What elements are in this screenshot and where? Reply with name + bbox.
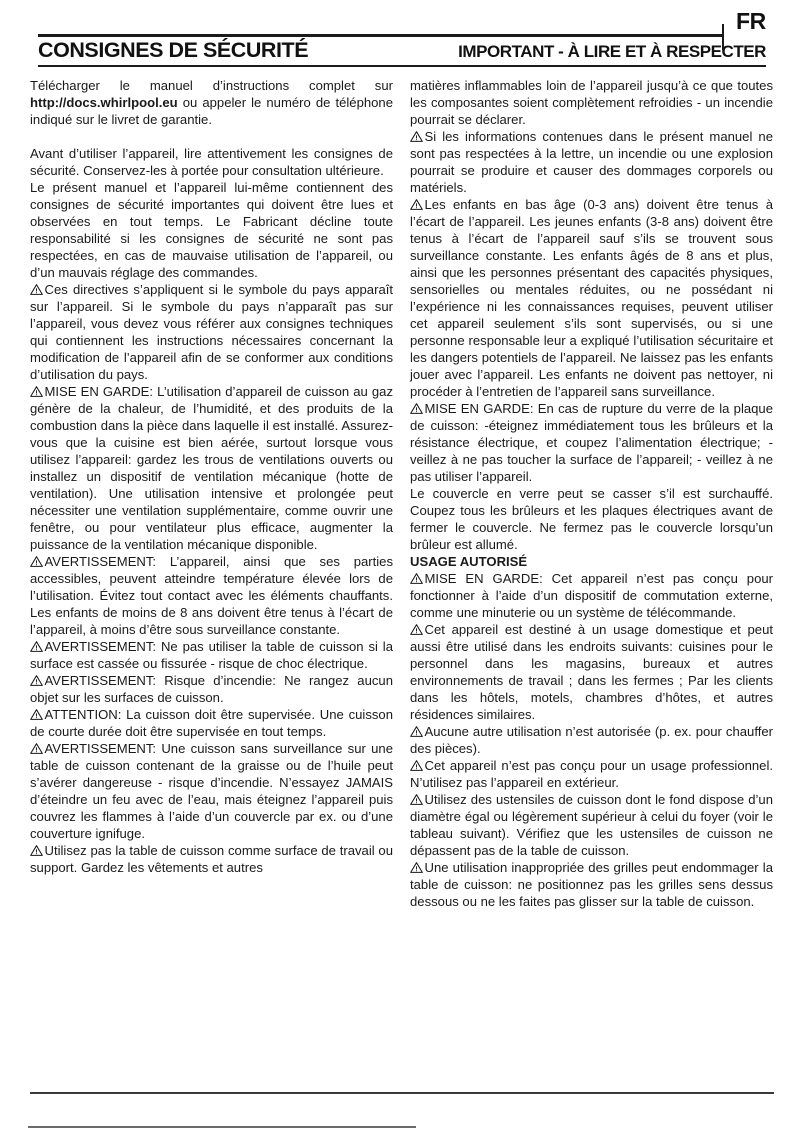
- header-top-rule: [38, 34, 724, 37]
- warning-triangle-icon: [410, 862, 423, 873]
- paragraph-children-supervision: [410, 196, 773, 400]
- body-text: MISE EN GARDE: L’utilisation d’appareil de cuisson au gaz génère de la chaleur, de l’humidité, et des produits de la combustion dans la pièce dans laquelle il est installé. Assurez-vous que la cuisine est bien aérée, surtout lorsque vous utilisez l’appareil: gardez les trous de ventilations ouverts ou installez un dispositif de ventilation mécanique (hotte de ventilation). Une utilisation intensive et prolongée peut nécessiter une ventilation supplémentaire, comme ouvrir une fenêtre, ou pour ventilateur plus efficace, augmenter la puissance de la ventilation mécanique disponible.: [30, 384, 393, 552]
- body-text: Cet appareil est destiné à un usage domestique et peut aussi être utilisé dans les endroits suivants: cuisines pour le personnel dans les magasins, bureaux et autres environnements de travail ; dans les fermes ; Par les clients dans les hôtels, motels, chambres d’hôtes, et autres résidences similaires.: [410, 622, 773, 722]
- paragraph-read-before-use: [30, 145, 393, 179]
- body-text: Une utilisation inappropriée des grilles peut endommager la table de cuisson: ne positionnez pas les grilles sens dessus dessous ou ne les faites pas glisser sur la table de cuisson.: [410, 860, 773, 909]
- warning-triangle-icon: [30, 641, 43, 652]
- paragraph-broken-glass-hob: [410, 400, 773, 485]
- paragraph-download-manual: [30, 77, 393, 128]
- warning-triangle-icon: [30, 709, 43, 720]
- body-text: Utilisez pas la table de cuisson comme surface de travail ou support. Gardez les vêtements et autres: [30, 843, 393, 875]
- body-text: Utilisez des ustensiles de cuisson dont le fond dispose d’un diamètre égal ou légèrement supérieur à celui du foyer (voir le tableau suivant). Vérifiez que les ustensiles de cuisson ne dépassent pas de la table de cuisson.: [410, 792, 773, 858]
- body-text: AVERTISSEMENT: Risque d’incendie: Ne rangez aucun objet sur les surfaces de cuisson.: [30, 673, 393, 705]
- body-text: Le couvercle en verre peut se casser s’il est surchauffé. Coupez tous les brûleurs et les plaques électriques avant de fermer le couvercle. Ne fermez pas le couvercle lorsqu’un brûleur est allumé.: [410, 486, 773, 552]
- paragraph-gas-cooking-ventilation: [30, 383, 393, 553]
- paragraph-grates-misuse: [410, 859, 773, 910]
- warning-triangle-icon: [410, 573, 423, 584]
- paragraph-glass-lid-overheat: [410, 485, 773, 553]
- footer-strip: [28, 1126, 774, 1129]
- warning-triangle-icon: [30, 743, 43, 754]
- warning-triangle-icon: [410, 403, 423, 414]
- body-text: matières inflammables loin de l’appareil jusqu’à ce que toutes les composantes soient complètement refroidies - un incendie pourrait se déclarer.: [410, 78, 773, 127]
- body-text: AVERTISSEMENT: L’appareil, ainsi que ses parties accessibles, peuvent atteindre température élevée lors de l’utilisation. Évitez tout contact avec les éléments chauffants. Les enfants de moins de 8 ans doivent être tenus à l’écart de l’appareil, à moins d’être sous surveillance constante.: [30, 554, 393, 637]
- paragraph-cookware-diameter: [410, 791, 773, 859]
- body-text: Les enfants en bas âge (0-3 ans) doivent être tenus à l’écart de l’appareil. Les jeunes enfants (3-8 ans) doivent être tenus à l’écart de l’appareil sauf s’ils se trouvent sous surveillance constante. Les enfants âgés de 8 ans et plus, ainsi que les personnes présentant des capacités physiques, sensorielles ou mentales réduites, ou ne possédant ni l’expérience ni les connaissances requises, peuvent utiliser cet appareil seulement s’ils sont supervisés, ou si une personne responsable leur a expliqué l’utilisation sécuritaire et les dangers potentiels de l’appareil. Ne laissez pas les enfants jouer avec l’appareil. Les enfants ne doivent pas nettoyer, ni procéder à l’entretien de l’appareil sans surveillance.: [410, 197, 773, 399]
- warning-triangle-icon: [410, 760, 423, 771]
- body-text: Télécharger le manuel d’instructions complet sur: [30, 78, 393, 93]
- body-text: Le présent manuel et l’appareil lui-même contiennent des consignes de sécurité importantes qui doivent être lues et observées en tout temps. Le Fabricant décline toute responsabilité si les consignes de sécurité ne sont pas respectées, en cas de mauvaise utilisation de l’appareil, ou d’un mauvais réglage des commandes.: [30, 180, 393, 280]
- warning-triangle-icon: [410, 726, 423, 737]
- left-column: [30, 77, 393, 1087]
- page-header: [38, 8, 766, 68]
- body-text: Si les informations contenues dans le présent manuel ne sont pas respectées à la lettre, un incendie ou une explosion pourrait se produire et causer des dommages corporels ou matériels.: [410, 129, 773, 195]
- language-code: FR: [735, 8, 766, 34]
- paragraph-country-symbol: [30, 281, 393, 383]
- header-bottom-rule: [38, 65, 766, 67]
- emphasis-text: http://docs.whirlpool.eu: [30, 95, 178, 110]
- paragraph-authorized-use-heading: [410, 553, 773, 570]
- body-text: Ces directives s’appliquent si le symbole du pays apparaît sur l’appareil. Si le symbole du pays n’apparaît pas sur l’appareil, vous devez vous référer aux consignes techniques qui contiennent les instructions nécessaires concernant la modification de l’appareil afin de se conformer aux conditions d’utilisation du pays.: [30, 282, 393, 382]
- warning-triangle-icon: [410, 794, 423, 805]
- warning-triangle-icon: [410, 131, 423, 142]
- paragraph-fire-risk-objects: [30, 672, 393, 706]
- body-columns: [30, 77, 774, 1087]
- body-text: ATTENTION: La cuisson doit être supervisée. Une cuisson de courte durée doit être supervisée en tout temps.: [30, 707, 393, 739]
- paragraph-hot-surfaces-children: [30, 553, 393, 638]
- header-titles: [38, 38, 766, 64]
- paragraph-not-professional-use: [410, 757, 773, 791]
- emphasis-text: USAGE AUTORISÉ: [410, 554, 528, 569]
- page-subtitle: IMPORTANT - À LIRE ET À RESPECTER: [458, 42, 766, 61]
- body-text: Cet appareil n’est pas conçu pour un usage professionnel. N’utilisez pas l’appareil en extérieur.: [410, 758, 773, 790]
- paragraph-follow-instructions-exactly: [410, 128, 773, 196]
- paragraph-unattended-grease-fire: [30, 740, 393, 842]
- right-column: [410, 77, 773, 1087]
- body-text: MISE EN GARDE: En cas de rupture du verre de la plaque de cuisson: -éteignez immédiatement tous les brûleurs et la résistance électrique, et coupez l’alimentation électrique; - veillez à ne pas toucher la surface de l’appareil; - veillez à ne pas utiliser l’appareil.: [410, 401, 773, 484]
- warning-triangle-icon: [410, 624, 423, 635]
- warning-triangle-icon: [30, 675, 43, 686]
- body-text: AVERTISSEMENT: Une cuisson sans surveillance sur une table de cuisson contenant de la graisse ou de l’huile peut s’avérer dangereuse - risque d’incendie. N’essayez JAMAIS d’éteindre un feu avec de l’eau, mais éteignez l’appareil puis couvrez les flammes à l’aide d’un couvercle par ex. ou d’une couverture ignifuge.: [30, 741, 393, 841]
- body-text: ou appeler le numéro de téléphone indiqué sur le livret de garantie.: [30, 95, 393, 127]
- body-text: MISE EN GARDE: Cet appareil n’est pas conçu pour fonctionner à l’aide d’un dispositif de commutation externe, comme une minuterie ou un système de télécommande.: [410, 571, 773, 620]
- footer-rule: [30, 1092, 774, 1094]
- paragraph-flammable-materials-cont: [410, 77, 773, 128]
- warning-triangle-icon: [30, 845, 43, 856]
- paragraph-no-external-timer: [410, 570, 773, 621]
- paragraph-not-a-work-surface: [30, 842, 393, 876]
- footer-bar: [28, 1126, 416, 1128]
- paragraph-supervise-cooking: [30, 706, 393, 740]
- page-title: CONSIGNES DE SÉCURITÉ: [38, 38, 309, 62]
- body-text: Aucune autre utilisation n’est autorisée (p. ex. pour chauffer des pièces).: [410, 724, 773, 756]
- warning-triangle-icon: [30, 284, 43, 295]
- paragraph-cracked-surface: [30, 638, 393, 672]
- body-text: Avant d’utiliser l’appareil, lire attentivement les consignes de sécurité. Conservez-les à portée pour consultation ultérieure.: [30, 146, 393, 178]
- paragraph-no-other-use: [410, 723, 773, 757]
- paragraph-domestic-use-places: [410, 621, 773, 723]
- body-text: AVERTISSEMENT: Ne pas utiliser la table de cuisson si la surface est cassée ou fissurée - risque de choc électrique.: [30, 639, 393, 671]
- paragraph-manual-contains-safety: [30, 179, 393, 281]
- warning-triangle-icon: [30, 556, 43, 567]
- warning-triangle-icon: [30, 386, 43, 397]
- warning-triangle-icon: [410, 199, 423, 210]
